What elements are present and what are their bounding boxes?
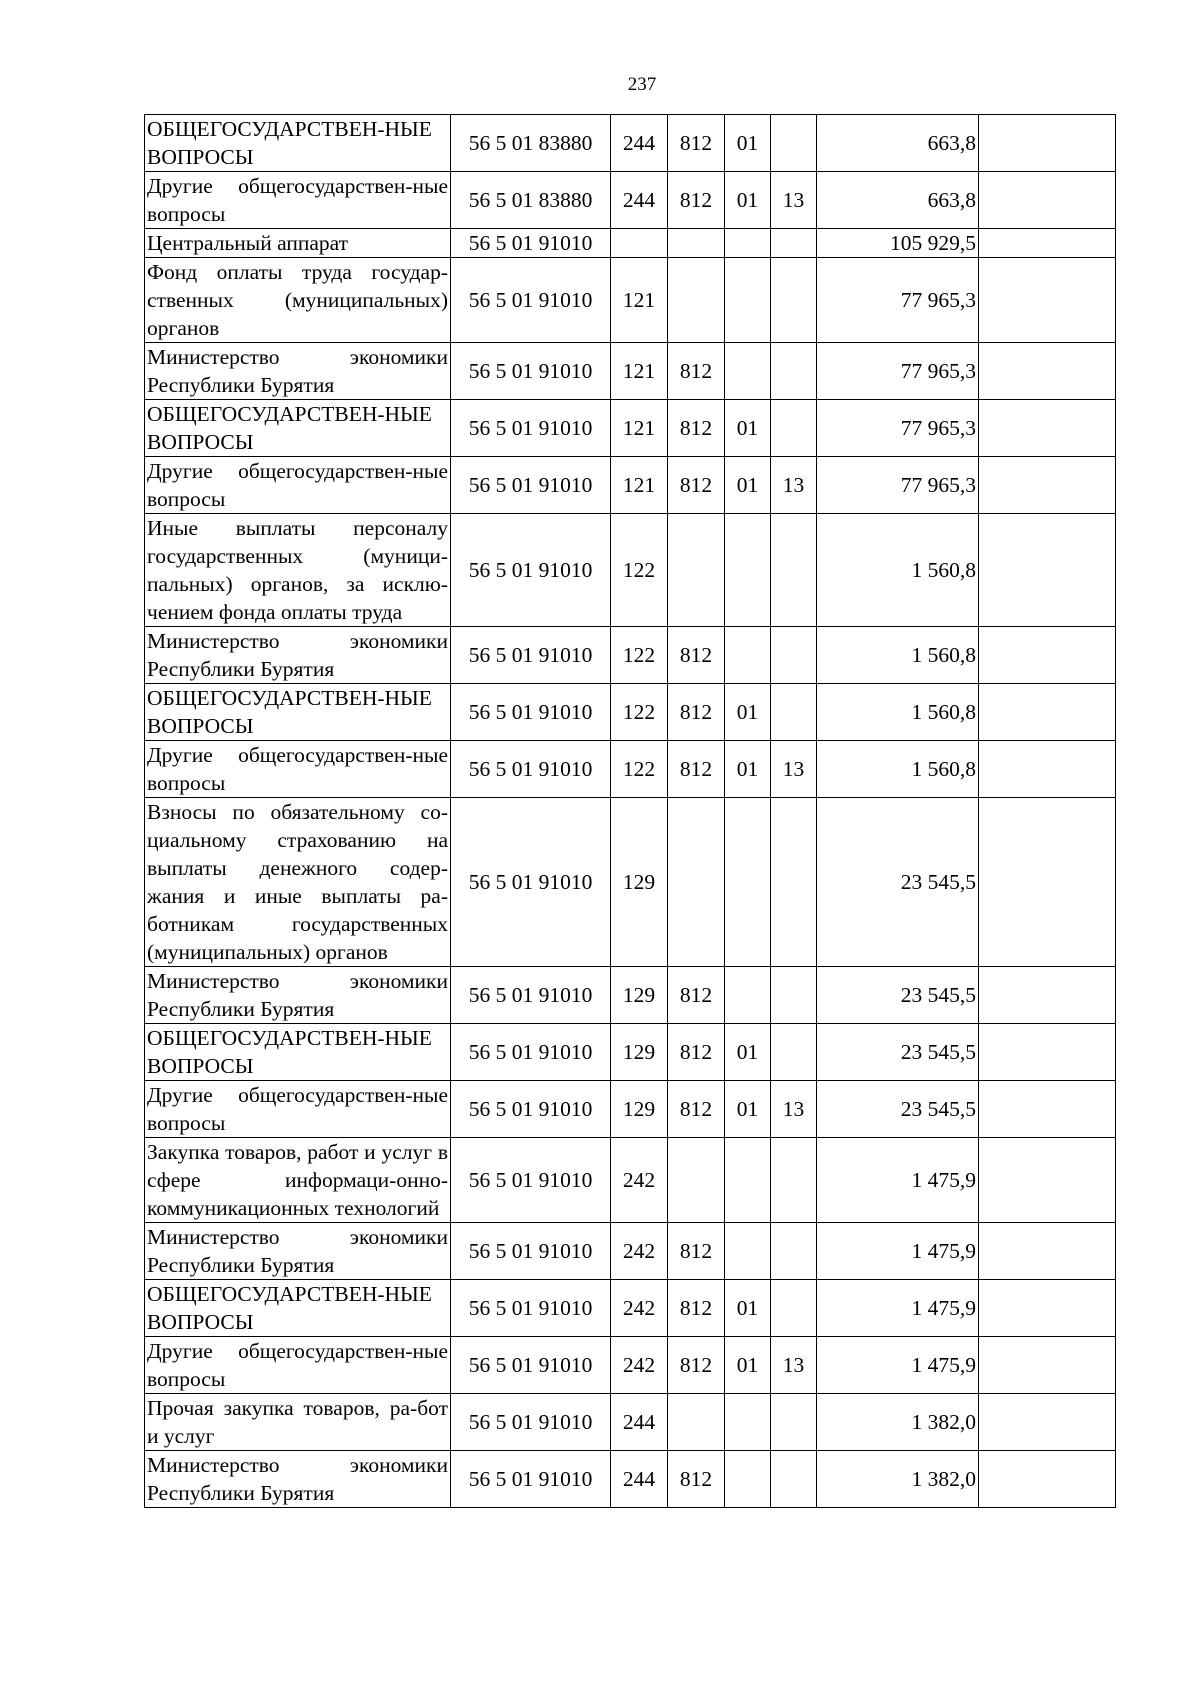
item-name-cell: Министерство экономики Республики Бурятия [145, 967, 451, 1024]
empty-cell [979, 1280, 1116, 1337]
subsection-cell [771, 627, 817, 684]
page-number: 237 [627, 74, 657, 95]
target-article-cell: 56 5 01 91010 [451, 457, 611, 514]
table-row [145, 514, 1116, 627]
subsection-cell [771, 1138, 817, 1223]
subsection-cell [771, 343, 817, 400]
amount-cell: 77 965,3 [817, 400, 979, 457]
administrator-code-cell [668, 1138, 725, 1223]
section-cell [725, 798, 771, 967]
administrator-code-cell: 812 [668, 741, 725, 798]
empty-cell [979, 400, 1116, 457]
section-cell [725, 258, 771, 343]
target-article-cell: 56 5 01 91010 [451, 343, 611, 400]
empty-cell [979, 741, 1116, 798]
item-name-cell: Закупка товаров, работ и услуг в сфере информаци-онно-коммуникационных технологий [145, 1138, 451, 1223]
target-article-cell: 56 5 01 91010 [451, 1451, 611, 1508]
target-article-cell: 56 5 01 91010 [451, 967, 611, 1024]
item-name-cell: Министерство экономики Республики Бурятия [145, 1451, 451, 1508]
item-name-cell: Министерство экономики Республики Бурятия [145, 1223, 451, 1280]
item-name-cell: Другие общегосударствен-ные вопросы [145, 1081, 451, 1138]
target-article-cell: 56 5 01 91010 [451, 684, 611, 741]
subsection-cell [771, 967, 817, 1024]
empty-cell [979, 1337, 1116, 1394]
administrator-code-cell: 812 [668, 1081, 725, 1138]
expense-type-cell: 122 [611, 627, 668, 684]
amount-cell: 1 560,8 [817, 514, 979, 627]
subsection-cell [771, 1024, 817, 1081]
subsection-cell: 13 [771, 457, 817, 514]
table-row [145, 115, 1116, 172]
administrator-code-cell: 812 [668, 627, 725, 684]
target-article-cell: 56 5 01 91010 [451, 1394, 611, 1451]
subsection-cell: 13 [771, 1337, 817, 1394]
amount-cell: 1 475,9 [817, 1223, 979, 1280]
table-row [145, 627, 1116, 684]
empty-cell [979, 1223, 1116, 1280]
target-article-cell: 56 5 01 91010 [451, 1024, 611, 1081]
amount-cell: 77 965,3 [817, 258, 979, 343]
subsection-cell [771, 1394, 817, 1451]
expense-type-cell: 242 [611, 1337, 668, 1394]
section-cell: 01 [725, 684, 771, 741]
section-cell: 01 [725, 1024, 771, 1081]
table-row [145, 229, 1116, 258]
section-cell: 01 [725, 1337, 771, 1394]
amount-cell: 105 929,5 [817, 229, 979, 258]
expense-type-cell: 244 [611, 1451, 668, 1508]
administrator-code-cell: 812 [668, 457, 725, 514]
target-article-cell: 56 5 01 91010 [451, 741, 611, 798]
expense-type-cell: 129 [611, 1024, 668, 1081]
subsection-cell: 13 [771, 172, 817, 229]
table-row [145, 400, 1116, 457]
item-name-cell: Другие общегосударствен-ные вопросы [145, 457, 451, 514]
amount-cell: 1 560,8 [817, 627, 979, 684]
administrator-code-cell: 812 [668, 1223, 725, 1280]
subsection-cell [771, 115, 817, 172]
empty-cell [979, 1138, 1116, 1223]
table-row [145, 343, 1116, 400]
section-cell [725, 1223, 771, 1280]
amount-cell: 23 545,5 [817, 1081, 979, 1138]
section-cell [725, 967, 771, 1024]
amount-cell: 663,8 [817, 115, 979, 172]
empty-cell [979, 627, 1116, 684]
item-name-cell: Прочая закупка товаров, ра-бот и услуг [145, 1394, 451, 1451]
expense-type-cell: 244 [611, 115, 668, 172]
empty-cell [979, 457, 1116, 514]
amount-cell: 23 545,5 [817, 1024, 979, 1081]
table-row [145, 798, 1116, 967]
subsection-cell [771, 798, 817, 967]
administrator-code-cell: 812 [668, 115, 725, 172]
target-article-cell: 56 5 01 91010 [451, 258, 611, 343]
administrator-code-cell: 812 [668, 1024, 725, 1081]
expense-type-cell: 121 [611, 258, 668, 343]
expense-type-cell [611, 229, 668, 258]
item-name-cell: Взносы по обязательному со-циальному страхованию на выплаты денежного содер-жания и иные выплаты ра-ботникам государственных (муниципальных) органов [145, 798, 451, 967]
subsection-cell [771, 514, 817, 627]
empty-cell [979, 1024, 1116, 1081]
table-row [145, 1394, 1116, 1451]
table-row [145, 172, 1116, 229]
amount-cell: 1 475,9 [817, 1138, 979, 1223]
item-name-cell: Другие общегосударствен-ные вопросы [145, 172, 451, 229]
section-cell: 01 [725, 457, 771, 514]
subsection-cell [771, 1223, 817, 1280]
target-article-cell: 56 5 01 91010 [451, 400, 611, 457]
item-name-cell: Центральный аппарат [145, 229, 451, 258]
administrator-code-cell: 812 [668, 1451, 725, 1508]
section-cell [725, 1451, 771, 1508]
expense-type-cell: 122 [611, 684, 668, 741]
target-article-cell: 56 5 01 91010 [451, 1081, 611, 1138]
administrator-code-cell [668, 1394, 725, 1451]
expense-type-cell: 129 [611, 798, 668, 967]
subsection-cell [771, 229, 817, 258]
amount-cell: 663,8 [817, 172, 979, 229]
section-cell: 01 [725, 1081, 771, 1138]
subsection-cell [771, 1280, 817, 1337]
section-cell: 01 [725, 741, 771, 798]
item-name-cell: Министерство экономики Республики Бурятия [145, 343, 451, 400]
empty-cell [979, 258, 1116, 343]
table-row [145, 1024, 1116, 1081]
administrator-code-cell: 812 [668, 1337, 725, 1394]
expense-type-cell: 121 [611, 343, 668, 400]
table-row [145, 457, 1116, 514]
table-row [145, 1451, 1116, 1508]
administrator-code-cell: 812 [668, 1280, 725, 1337]
administrator-code-cell [668, 229, 725, 258]
expense-type-cell: 129 [611, 967, 668, 1024]
table-body [145, 115, 1116, 1508]
empty-cell [979, 172, 1116, 229]
item-name-cell: ОБЩЕГОСУДАРСТВЕН-НЫЕ ВОПРОСЫ [145, 1024, 451, 1081]
section-cell: 01 [725, 115, 771, 172]
expense-type-cell: 242 [611, 1223, 668, 1280]
section-cell: 01 [725, 1280, 771, 1337]
empty-cell [979, 229, 1116, 258]
empty-cell [979, 514, 1116, 627]
administrator-code-cell [668, 798, 725, 967]
section-cell [725, 343, 771, 400]
administrator-code-cell: 812 [668, 684, 725, 741]
empty-cell [979, 684, 1116, 741]
target-article-cell: 56 5 01 91010 [451, 514, 611, 627]
amount-cell: 1 475,9 [817, 1280, 979, 1337]
table-row [145, 1280, 1116, 1337]
item-name-cell: Другие общегосударствен-ные вопросы [145, 741, 451, 798]
amount-cell: 23 545,5 [817, 967, 979, 1024]
item-name-cell: ОБЩЕГОСУДАРСТВЕН-НЫЕ ВОПРОСЫ [145, 400, 451, 457]
administrator-code-cell: 812 [668, 172, 725, 229]
target-article-cell: 56 5 01 91010 [451, 1223, 611, 1280]
target-article-cell: 56 5 01 91010 [451, 229, 611, 258]
administrator-code-cell [668, 258, 725, 343]
subsection-cell [771, 400, 817, 457]
section-cell: 01 [725, 400, 771, 457]
administrator-code-cell [668, 514, 725, 627]
subsection-cell [771, 258, 817, 343]
target-article-cell: 56 5 01 91010 [451, 798, 611, 967]
item-name-cell: Иные выплаты персоналу государственных (муници-пальных) органов, за исклю-чением фонда оплаты труда [145, 514, 451, 627]
table-row [145, 684, 1116, 741]
section-cell [725, 1394, 771, 1451]
item-name-cell: ОБЩЕГОСУДАРСТВЕН-НЫЕ ВОПРОСЫ [145, 1280, 451, 1337]
item-name-cell: ОБЩЕГОСУДАРСТВЕН-НЫЕ ВОПРОСЫ [145, 115, 451, 172]
expense-type-cell: 242 [611, 1280, 668, 1337]
expense-type-cell: 121 [611, 457, 668, 514]
item-name-cell: Фонд оплаты труда государ-ственных (муниципальных) органов [145, 258, 451, 343]
expense-type-cell: 244 [611, 1394, 668, 1451]
amount-cell: 1 382,0 [817, 1394, 979, 1451]
target-article-cell: 56 5 01 83880 [451, 115, 611, 172]
table-row [145, 1337, 1116, 1394]
empty-cell [979, 1451, 1116, 1508]
table-row [145, 258, 1116, 343]
target-article-cell: 56 5 01 91010 [451, 1138, 611, 1223]
section-cell [725, 514, 771, 627]
empty-cell [979, 343, 1116, 400]
target-article-cell: 56 5 01 91010 [451, 1337, 611, 1394]
expense-type-cell: 122 [611, 741, 668, 798]
amount-cell: 23 545,5 [817, 798, 979, 967]
amount-cell: 1 475,9 [817, 1337, 979, 1394]
administrator-code-cell: 812 [668, 343, 725, 400]
empty-cell [979, 1394, 1116, 1451]
amount-cell: 1 560,8 [817, 684, 979, 741]
amount-cell: 77 965,3 [817, 457, 979, 514]
expense-type-cell: 244 [611, 172, 668, 229]
expense-type-cell: 242 [611, 1138, 668, 1223]
budget-table [144, 114, 1116, 1508]
item-name-cell: ОБЩЕГОСУДАРСТВЕН-НЫЕ ВОПРОСЫ [145, 684, 451, 741]
amount-cell: 77 965,3 [817, 343, 979, 400]
table-row [145, 967, 1116, 1024]
target-article-cell: 56 5 01 91010 [451, 1280, 611, 1337]
item-name-cell: Министерство экономики Республики Бурятия [145, 627, 451, 684]
section-cell: 01 [725, 172, 771, 229]
expense-type-cell: 122 [611, 514, 668, 627]
subsection-cell [771, 1451, 817, 1508]
empty-cell [979, 115, 1116, 172]
section-cell [725, 627, 771, 684]
administrator-code-cell: 812 [668, 967, 725, 1024]
section-cell [725, 1138, 771, 1223]
target-article-cell: 56 5 01 91010 [451, 627, 611, 684]
table-row [145, 1081, 1116, 1138]
empty-cell [979, 1081, 1116, 1138]
subsection-cell: 13 [771, 741, 817, 798]
empty-cell [979, 967, 1116, 1024]
subsection-cell [771, 684, 817, 741]
subsection-cell: 13 [771, 1081, 817, 1138]
administrator-code-cell: 812 [668, 400, 725, 457]
table-row [145, 1223, 1116, 1280]
amount-cell: 1 382,0 [817, 1451, 979, 1508]
table-row [145, 741, 1116, 798]
expense-type-cell: 121 [611, 400, 668, 457]
empty-cell [979, 798, 1116, 967]
item-name-cell: Другие общегосударствен-ные вопросы [145, 1337, 451, 1394]
amount-cell: 1 560,8 [817, 741, 979, 798]
expense-type-cell: 129 [611, 1081, 668, 1138]
section-cell [725, 229, 771, 258]
target-article-cell: 56 5 01 83880 [451, 172, 611, 229]
table-row [145, 1138, 1116, 1223]
